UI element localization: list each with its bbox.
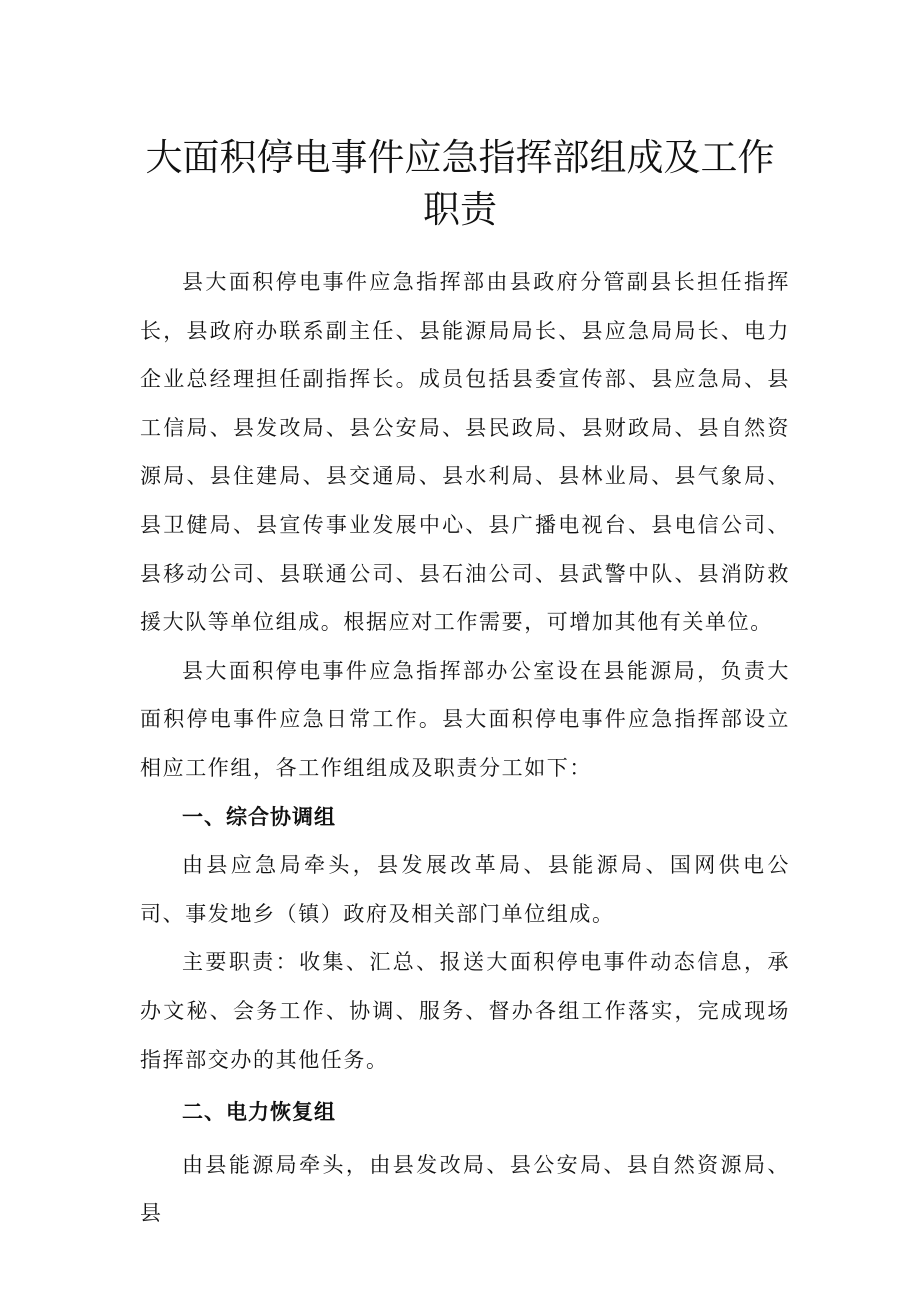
paragraph-coordination-duties: 主要职责：收集、汇总、报送大面积停电事件动态信息，承办文秘、会务工作、协调、服务、督办各组工作落实，完成现场指挥部交办的其他任务。 xyxy=(140,950,790,1072)
section-heading-coordination: 一、综合协调组 xyxy=(182,804,336,829)
paragraph-office-setup: 县大面积停电事件应急指挥部办公室设在县能源局，负责大面积停电事件应急日常工作。县大面积停电事件应急指挥部设立相应工作组，各工作组组成及职责分工如下： xyxy=(140,658,790,780)
paragraph-command-composition: 县大面积停电事件应急指挥部由县政府分管副县长担任指挥长，县政府办联系副主任、县能源局局长、县应急局局长、电力企业总经理担任副指挥长。成员包括县委宣传部、县应急局、县工信局、县发改局、县公安局、县民政局、县财政局、县自然资源局、县住建局、县交通局、县水利局、县林业局、县气象局、县卫健局、县宣传事业发展中心、县广播电视台、县电信公司、县移动公司、县联通公司、县石油公司、县武警中队、县消防救援大队等单位组成。根据应对工作需要，可增加其他有关单位。 xyxy=(140,270,790,635)
paragraph-coordination-members: 由县应急局牵头，县发展改革局、县能源局、国网供电公司、事发地乡（镇）政府及相关部门单位组成。 xyxy=(140,853,790,926)
document-title: 大面积停电事件应急指挥部组成及工作职责 xyxy=(145,136,775,231)
document-body xyxy=(140,258,790,1238)
section-heading-power-restoration: 二、电力恢复组 xyxy=(182,1100,336,1125)
paragraph-power-restoration-members: 由县能源局牵头，由县发改局、县公安局、县自然资源局、县 xyxy=(140,1152,790,1226)
